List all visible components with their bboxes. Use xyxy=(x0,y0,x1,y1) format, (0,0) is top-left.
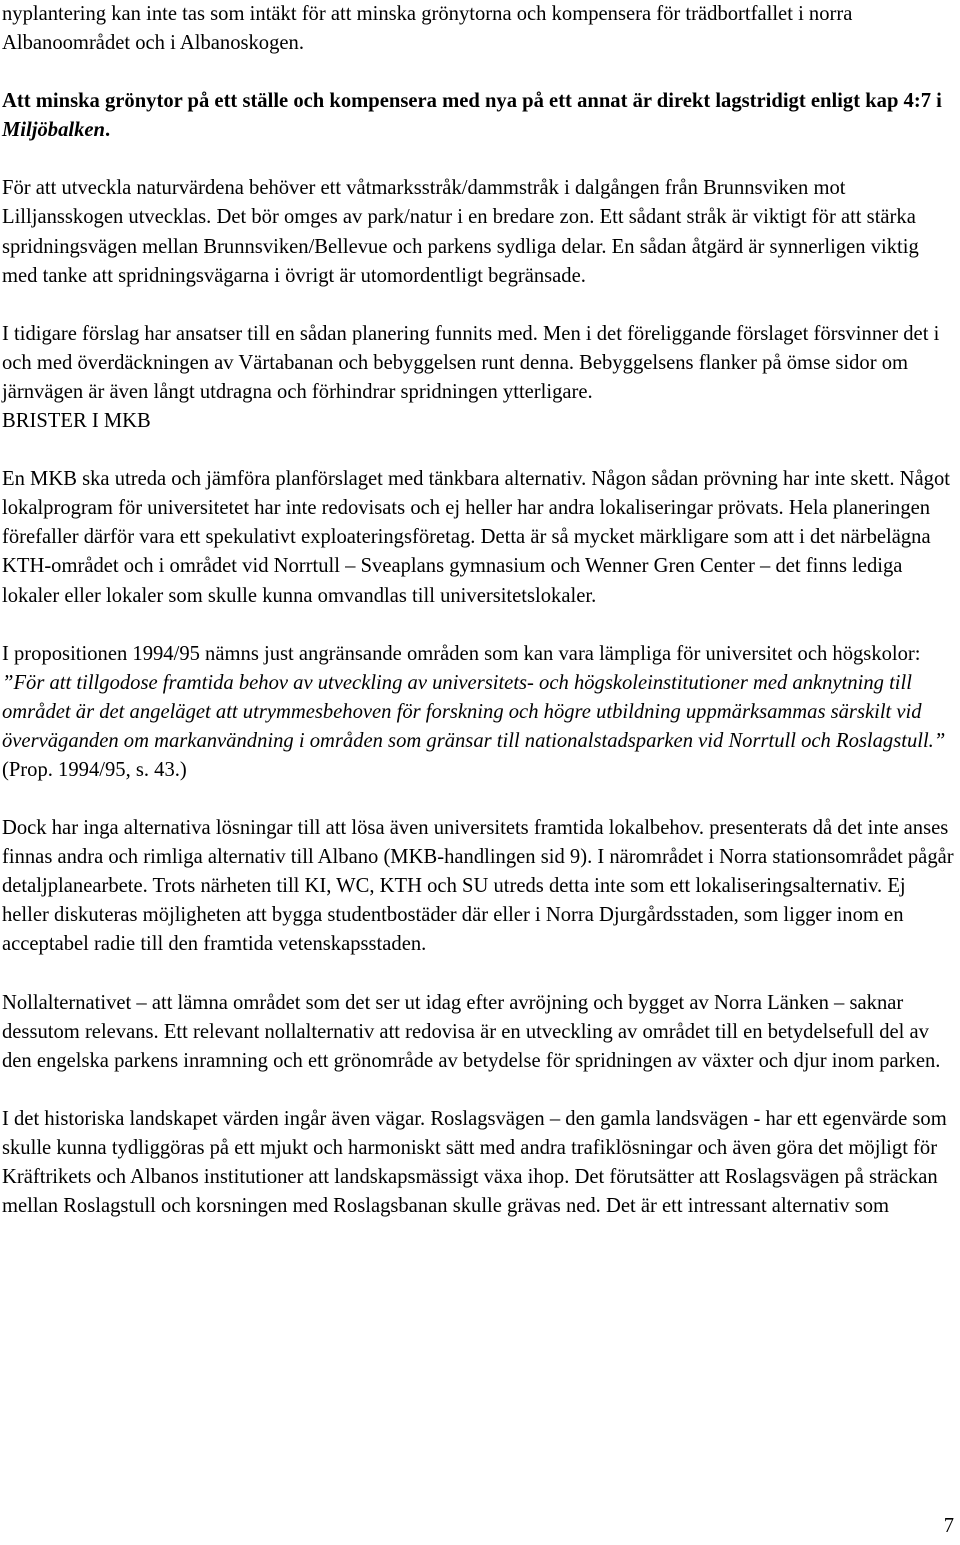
section-heading-brister-i-mkb: BRISTER I MKB xyxy=(2,410,151,433)
propositionen-citation: (Prop. 1994/95, s. 43.) xyxy=(2,758,187,781)
propositionen-intro: I propositionen 1994/95 nämns just angränsande områden som kan vara lämpliga för universitet och högskolor: xyxy=(2,642,921,665)
document-page xyxy=(2,0,956,1221)
paragraph-lagstridigt xyxy=(2,87,956,145)
lagstridigt-period: . xyxy=(104,119,111,142)
paragraph-roslagsvagen: I det historiska landskapet värden ingår även vägar. Roslagsvägen – den gamla landsvägen - har ett egenvärde som skulle kunna tydliggöras på ett mjukt och harmoniskt sätt med andra trafiklösningar och även göra det möjligt för Kräftrikets och Albanos institutioner att landskapsmässigt växa ihop. Det förutsätter att Roslagsvägen på sträckan mellan Roslagstull och korsningen med Roslagsbanan skulle grävas ned. Det är ett intressant alternativ som xyxy=(2,1107,947,1218)
paragraph-vatmarksstrak: För att utveckla naturvärdena behöver ett våtmarksstråk/dammstråk i dalgången från Brunnsviken mot Lilljansskogen utvecklas. Det bör omges av park/natur i en bredare zon. Ett sådant stråk är viktigt för att stärka spridningsvägen mellan Brunnsviken/Bellevue och parkens sydliga delar. En sådan åtgärd är synnerligen viktig med tanke att spridningsvägarna i övrigt är utomordentligt begränsade. xyxy=(2,177,919,287)
paragraph-nyplantering: nyplantering kan inte tas som intäkt för att minska grönytorna och kompensera för trädbortfallet i norra Albanoområdet och i Albanoskogen. xyxy=(2,3,853,55)
page-number: 7 xyxy=(943,1515,954,1537)
lagstridigt-text: Att minska grönytor på ett ställe och kompensera med nya på ett annat är direkt lagstridigt enligt kap 4:7 i xyxy=(2,90,942,113)
propositionen-quote: ”För att tillgodose framtida behov av utveckling av universitets- och högskoleinstitutioner med anknytning till området är det angeläget att utrymmesbehoven för forskning och högre utbildning uppmärksammas särskilt vid överväganden om markanvändning i områden som gränsar till nationalstadsparken vid Norrtull och Roslagstull.” xyxy=(2,671,946,752)
paragraph-nollalternativet: Nollalternativet – att lämna området som det ser ut idag efter avröjning och bygget av Norra Länken – saknar dessutom relevans. Ett relevant nollalternativ att redovisa är en utveckling av området till en betydelsefull del av den engelska parkens inramning och ett grönområde av betydelse för spridningen av växter och djur inom parken. xyxy=(2,991,941,1072)
paragraph-lokalbehov: Dock har inga alternativa lösningar till att lösa även universitets framtida lokalbehov. presenterats då det inte anses finnas andra och rimliga alternativ till Albano (MKB-handlingen sid 9). I närområdet i Norra stationsområdet pågår detaljplanearbete. Trots närheten till KI, WC, KTH och SU utreds detta inte som ett lokaliseringsalternativ. Ej heller diskuteras möjligheten att bygga studentbostäder där eller i Norra Djurgårdsstaden, som ligger inom en acceptabel radie till den framtida vetenskapsstaden. xyxy=(2,817,954,956)
paragraph-tidigare-forslag: I tidigare förslag har ansatser till en sådan planering funnits med. Men i det föreliggande förslaget försvinner det i och med överdäckningen av Värtabanan och bebyggelsen runt denna. Bebyggelsens flanker på ömse sidor om järnvägen är även långt utdragna och förhindrar spridningen ytterligare. xyxy=(2,322,940,403)
paragraph-propositionen xyxy=(2,640,956,785)
miljobalken-reference: Miljöbalken xyxy=(2,119,105,142)
paragraph-mkb-alternativ: En MKB ska utreda och jämföra planförslaget med tänkbara alternativ. Någon sådan prövning har inte skett. Något lokalprogram för universitetet har inte redovisats och ej heller har andra lokaliseringar prövats. Hela planeringen förefaller därför vara ett spekulativt exploateringsföretag. Detta är så mycket märkligare som att i det närbelägna KTH-området och i området vid Norrtull – Sveaplans gymnasium och Wenner Gren Center – det finns lediga lokaler eller lokaler som skulle kunna omvandlas till universitetslokaler. xyxy=(2,468,950,607)
